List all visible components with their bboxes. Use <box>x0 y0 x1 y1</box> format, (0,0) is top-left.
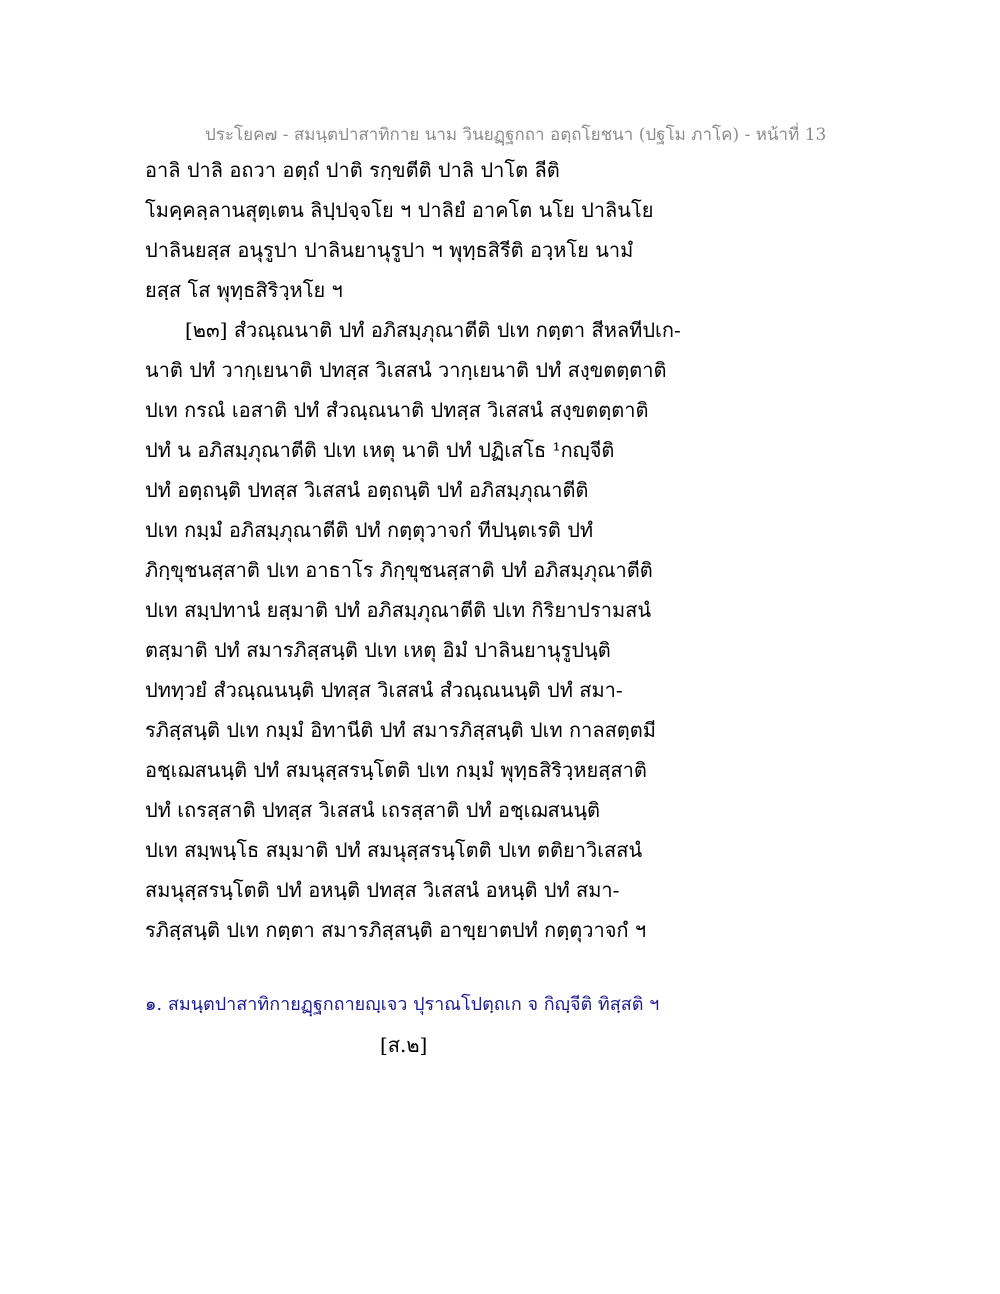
text-line-17: ปทํ เถรสฺสาติ ปทสฺส วิเสสนํ เถรสฺสาติ ปทํ อชฺเฌสนนฺติ <box>145 798 601 822</box>
text-line-2: โมคฺคลฺลานสุตฺเตน ลิปฺปจฺจโย ฯ ปาลิยํ อาคโต นโย ปาลินโย <box>145 198 654 222</box>
text-line-4: ยสฺส โส พุทฺธสิริวฺหโย ฯ <box>145 278 343 302</box>
body-text <box>145 150 705 950</box>
text-line-18: ปเท สมฺพนฺโธ สมฺมาติ ปทํ สมนุสฺสรนฺโตติ ปเท ตติยาวิเสสนํ <box>145 838 643 862</box>
text-line-15: รภิสฺสนฺติ ปเท กมฺมํ อิทานีติ ปทํ สมารภิสฺสนฺติ ปเท กาลสตฺตมี <box>145 718 656 742</box>
text-line-10: ปเท กมฺมํ อภิสมฺภุณาตีติ ปทํ กตฺตุวาจกํ ทีปนฺตเรติ ปทํ <box>145 518 594 542</box>
text-line-8: ปทํ น อภิสมฺภุณาตีติ ปเท เหตุ นาติ ปทํ ปฏิเสโธ ¹กญฺจีติ <box>145 438 615 462</box>
text-line-3: ปาลินยสฺส อนุรูปา ปาลินยานุรูปา ฯ พุทฺธสิรีติ อวฺหโย นามํ <box>145 238 634 262</box>
text-line-7: ปเท กรณํ เอสาติ ปทํ สํวณฺณนาติ ปทสฺส วิเสสนํ สงฺขตตฺตาติ <box>145 398 649 422</box>
paragraph-start-23: [๒๓] สํวณฺณนาติ ปทํ อภิสมฺภุณาตีติ ปเท กตฺตา สีหลทีปเก- <box>185 318 681 342</box>
text-line-14: ปททฺวยํ สํวณฺณนนฺติ ปทสฺส วิเสสนํ สํวณฺณนนฺติ ปทํ สมา- <box>145 678 623 702</box>
footnote: ๑. สมนฺตปาสาทิกายฏฺฐกถายญฺเจว ปุราณโปตฺถเก จ กิญฺจีติ ทิสฺสติ ฯ <box>145 994 660 1015</box>
text-line-16: อชฺเฌสนนฺติ ปทํ สมนุสฺสรนฺโตติ ปเท กมฺมํ พุทฺธสิริวฺหยสฺสาติ <box>145 758 647 782</box>
text-line-13: ตสฺมาติ ปทํ สมารภิสฺสนฺติ ปเท เหตุ อิมํ ปาลินยานุรูปนฺติ <box>145 638 611 662</box>
text-line-6: นาติ ปทํ วากฺเยนาติ ปทสฺส วิเสสนํ วากฺเยนาติ ปทํ สงฺขตตฺตาติ <box>145 358 667 382</box>
text-line-19: สมนุสฺสรนฺโตติ ปทํ อหนฺติ ปทสฺส วิเสสนํ อหนฺติ ปทํ สมา- <box>145 878 620 902</box>
text-line-1: อาลิ ปาลิ อถวา อตฺถํ ปาติ รกฺขตีติ ปาลิ ปาโต ลีติ <box>145 158 560 182</box>
running-header: ประโยค๗ - สมนฺตปาสาทิกาย นาม วินยฏฺฐกถา อตฺถโยชนา (ปฐโม ภาโค) - หน้าที่ 13 <box>205 125 827 145</box>
text-line-20: รภิสฺสนฺติ ปเท กตฺตา สมารภิสฺสนฺติ อาขฺยาตปทํ กตฺตุวาจกํ ฯ <box>145 918 647 942</box>
text-line-9: ปทํ อตฺถนฺติ ปทสฺส วิเสสนํ อตฺถนฺติ ปทํ อภิสมฺภุณาตีติ <box>145 478 589 502</box>
page-marker: [ส.๒] <box>380 1033 428 1057</box>
text-line-12: ปเท สมฺปทานํ ยสฺมาติ ปทํ อภิสมฺภุณาตีติ ปเท กิริยาปรามสนํ <box>145 598 652 622</box>
text-line-11: ภิกฺขุชนสฺสาติ ปเท อาธาโร ภิกฺขุชนสฺสาติ ปทํ อภิสมฺภุณาตีติ <box>145 558 653 582</box>
